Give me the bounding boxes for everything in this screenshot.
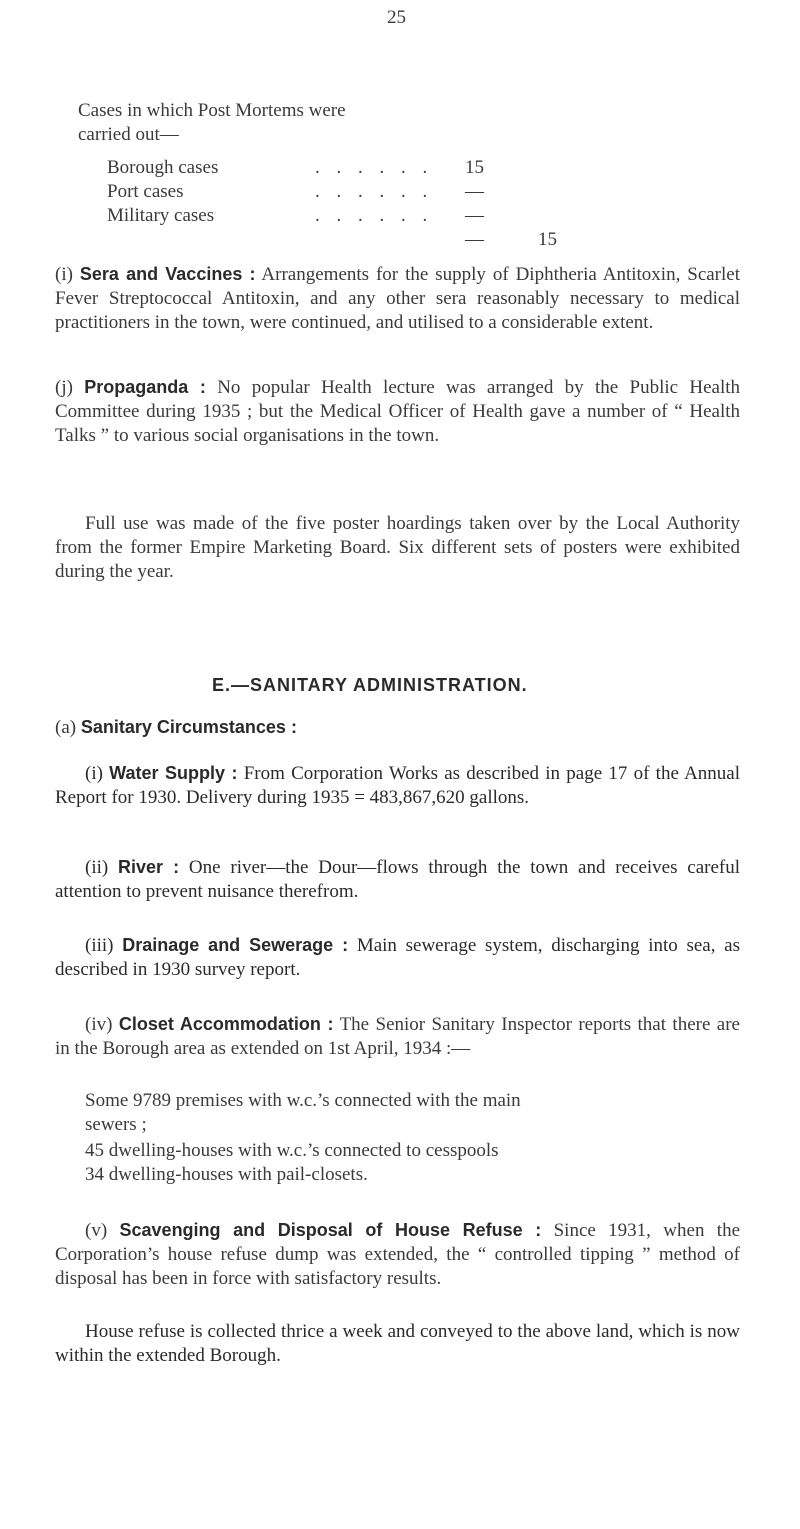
row-value-military: — (465, 205, 484, 226)
row-label-military: Military cases (107, 205, 215, 226)
propaganda-paragraph (55, 375, 740, 448)
water-title: Water Supply : (109, 763, 238, 783)
sanitary-marker: (a) (55, 717, 77, 738)
row-label-borough: Borough cases (107, 157, 219, 178)
scavenging-paragraph-2 (55, 1320, 740, 1368)
sera-text: Arrangements for the supply of Diphtheria Antitoxin, Scarlet Fever Streptococcal Antitoxin, and any other sera reasonably necessary to medical practitioners in the town, were continued, and utilised to a considerable extent. (55, 264, 740, 333)
row-leader-military: . . . . . . (315, 205, 434, 226)
propaganda-title: Propaganda : (84, 377, 206, 397)
closet-item-2: 45 dwelling-houses with w.c.’s connected to cesspools (85, 1140, 499, 1161)
closet-item-3: 34 dwelling-houses with pail-closets. (85, 1164, 368, 1185)
post-mortems-heading-cont: carried out— (78, 124, 179, 145)
river-paragraph (55, 855, 740, 904)
total-dash: — (465, 229, 484, 250)
scavenging-paragraph (55, 1218, 740, 1291)
propaganda-text: No popular Health lecture was arranged by the Public Health Committee during 1935 ; but the Medical Officer of Health gave a number of “ Health Talks ” to various social organisations in the town. (55, 377, 741, 446)
row-value-borough: 15 (465, 157, 484, 178)
sera-paragraph (55, 262, 740, 335)
scavenging-text-2: House refuse is collected thrice a week and conveyed to the above land, which is now within the extended Borough. (55, 1321, 740, 1366)
closet-title: Closet Accommodation : (118, 1014, 334, 1034)
river-text: One river—the Dour—flows through the town and receives careful attention to prevent nuisance therefrom. (55, 857, 741, 902)
total-value: 15 (538, 229, 557, 250)
river-title: River : (118, 857, 180, 877)
section-heading: E.—SANITARY ADMINISTRATION. (212, 675, 528, 695)
scavenging-text: Since 1931, when the Corporation’s house refuse dump was extended, the “ controlled tipping ” method of disposal has been in force with satisfactory results. (55, 1220, 741, 1289)
row-label-port: Port cases (107, 181, 184, 202)
post-mortems-heading: Cases in which Post Mortems were (78, 100, 346, 121)
propaganda-marker: (j) (55, 377, 73, 398)
row-leader-borough: . . . . . . (315, 157, 434, 178)
drainage-marker: (iii) (85, 935, 114, 956)
closet-text: The Senior Sanitary Inspector reports that there are in the Borough area as extended on 1st April, 1934 :— (55, 1014, 740, 1059)
sanitary-heading (55, 715, 297, 740)
sanitary-title: Sanitary Circumstances : (80, 717, 297, 737)
sera-title: Sera and Vaccines : (79, 264, 256, 284)
closet-marker: (iv) (85, 1014, 113, 1035)
scavenging-marker: (v) (85, 1220, 108, 1241)
scavenging-title: Scavenging and Disposal of House Refuse : (119, 1220, 542, 1240)
propaganda-text-2: Full use was made of the five poster hoardings taken over by the Local Authority from the former Empire Marketing Board. Six different sets of posters were exhibited during the year. (55, 513, 740, 582)
row-value-port: — (465, 181, 484, 202)
drainage-paragraph (55, 933, 740, 982)
water-paragraph (55, 761, 740, 810)
closet-item-1: Some 9789 premises with w.c.’s connected with the main sewers ; (85, 1090, 521, 1135)
river-marker: (ii) (85, 857, 109, 878)
drainage-title: Drainage and Sewerage : (122, 935, 349, 955)
water-marker: (i) (85, 763, 103, 784)
sera-marker: (i) (55, 264, 73, 285)
row-leader-port: . . . . . . (315, 181, 434, 202)
closet-paragraph (55, 1012, 740, 1061)
drainage-text: Main sewerage system, discharging into sea, as described in 1930 survey report. (55, 935, 741, 980)
water-text: From Corporation Works as described in page 17 of the Annual Report for 1930. Delivery during 1935 = 483,867,620 gallons. (55, 763, 741, 808)
page-number: 25 (387, 7, 406, 28)
propaganda-paragraph-2 (55, 512, 740, 584)
